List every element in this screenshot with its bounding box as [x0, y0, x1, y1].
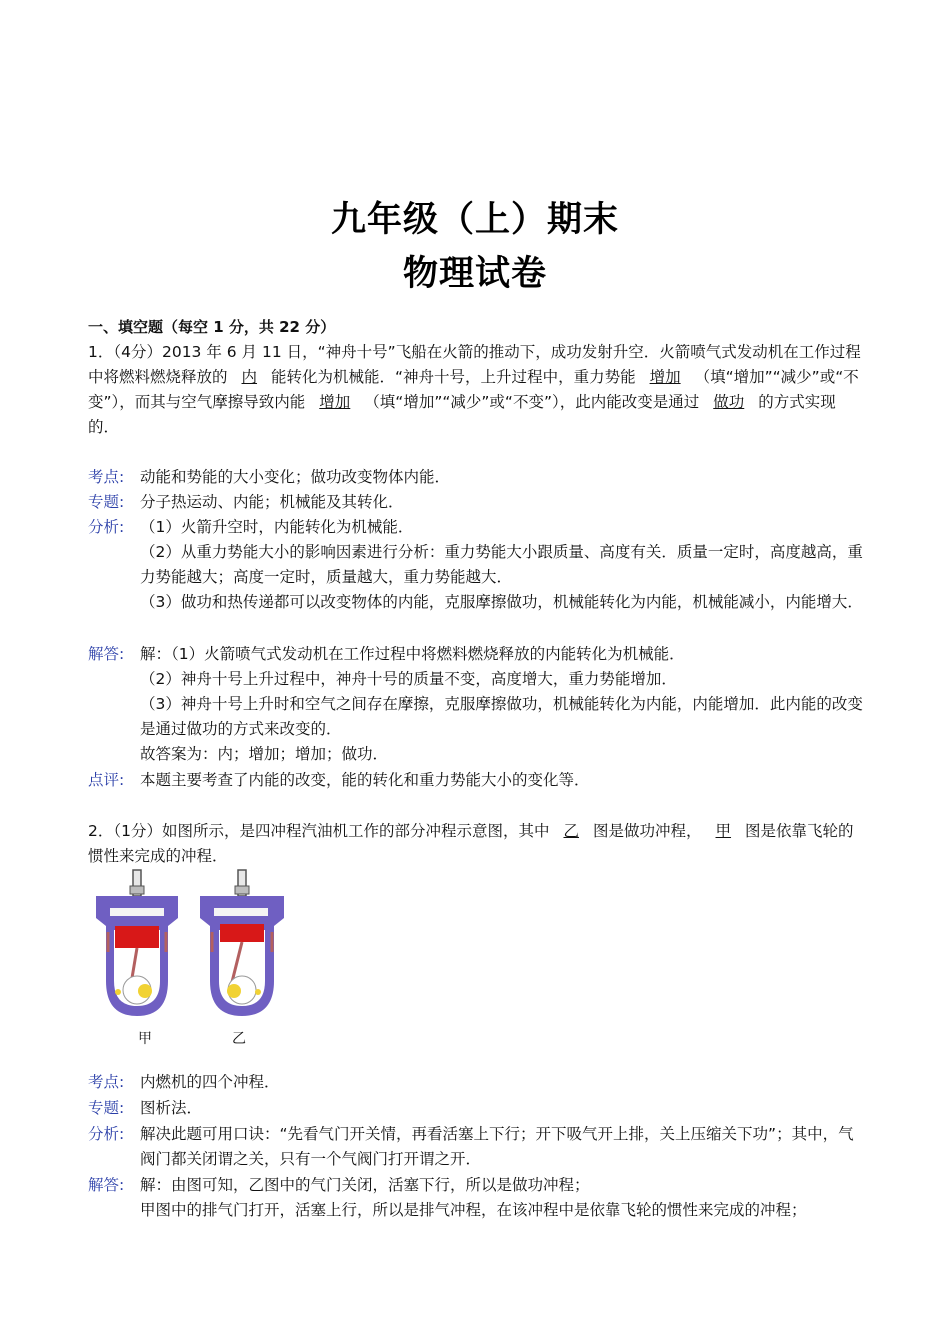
q1-dianping: 点评: 本题主要考查了内能的改变，能的转化和重力势能大小的变化等．	[88, 771, 590, 789]
figure-label-jia: 甲	[138, 1031, 152, 1047]
answer-blank: 内	[241, 368, 258, 386]
answer-blank: 乙	[563, 822, 579, 840]
q2-jieda: 解答: 解：由图可知，乙图中的气门关闭，活塞下行，所以是做功冲程； 甲图中的排气门打开，活塞上行，所以是排气冲程，在该冲程中是依靠飞轮的惯性来完成的冲程；	[88, 1176, 807, 1219]
piston-right	[220, 924, 264, 942]
engine-stroke-figure	[88, 866, 298, 1046]
q1-fenxi: 分析: （1）火箭升空时，内能转化为机械能． （2）从重力势能大小的影响因素进行分析：重力势能大小跟质量、高度有关．质量一定时，高度越高，重力势能越大；高度一定时，质量越大，重力势能越大． （3）做功和热传递都可以改变物体的内能，克服摩擦做功，机械能转化为内能，机械能减小，内能增大．	[88, 518, 863, 611]
answer-blank: 做功	[713, 393, 745, 411]
answer-blank: 甲	[715, 822, 732, 840]
engine-left	[96, 870, 178, 1016]
question-2: 2．（1分）如图所示，是四冲程汽油机工作的部分冲程示意图，其中 乙 图是做功冲程， 甲 图是依靠飞轮的惯性来完成的冲程．	[88, 822, 854, 865]
q2-fenxi: 分析: 解决此题可用口诀：“先看气门开关情，再看活塞上下行；开下吸气开上排，关上压缩关下功”；其中，气阀门都关闭谓之关，只有一个气阀门打开谓之开．	[88, 1125, 854, 1168]
q1-kaodian: 考点: 动能和势能的大小变化；做功改变物体内能．	[88, 468, 451, 486]
section-heading: 一、填空题（每空 1 分，共 22 分）	[88, 318, 336, 336]
q1-jieda: 解答: 解：（1）火箭喷气式发动机在工作过程中将燃料燃烧释放的内能转化为机械能． （2）神舟十号上升过程中，神舟十号的质量不变，高度增大，重力势能增加． （3）神舟十号上升时和空气之间存在摩擦，克服摩擦做功，机械能转化为内能，内能增加．此内能的改变是通过做功的方式来改变的． 故答案为：内；增加；增加；做功．	[88, 645, 863, 763]
q2-zhuanti: 专题: 图析法．	[88, 1099, 203, 1117]
question-1: 1．（4分）2013 年 6 月 11 日，“神舟十号”飞船在火箭的推动下，成功发射升空．火箭喷气式发动机在工作过程中将燃料燃烧释放的 内 能转化为机械能．“神舟十号，上升过程中，重力势能 增加 （填“增加”“减少”或“不变”），而其与空气摩擦导致内能 增加 （填“增加”“减少”或“不变”），此内能改变是通过 做功 的方式实现的．	[88, 343, 861, 436]
q2-kaodian: 考点: 内燃机的四个冲程．	[88, 1073, 280, 1091]
answer-blank: 增加	[319, 393, 351, 411]
answer-blank: 增加	[649, 368, 681, 386]
figure-label-yi: 乙	[232, 1031, 246, 1047]
piston-left	[115, 926, 159, 948]
page-title-line1: 九年级（上）期末	[330, 200, 619, 240]
q1-zhuanti: 专题: 分子热运动、内能；机械能及其转化．	[88, 493, 404, 511]
engine-right	[200, 870, 284, 1016]
page-title-line2: 物理试卷	[402, 254, 547, 294]
